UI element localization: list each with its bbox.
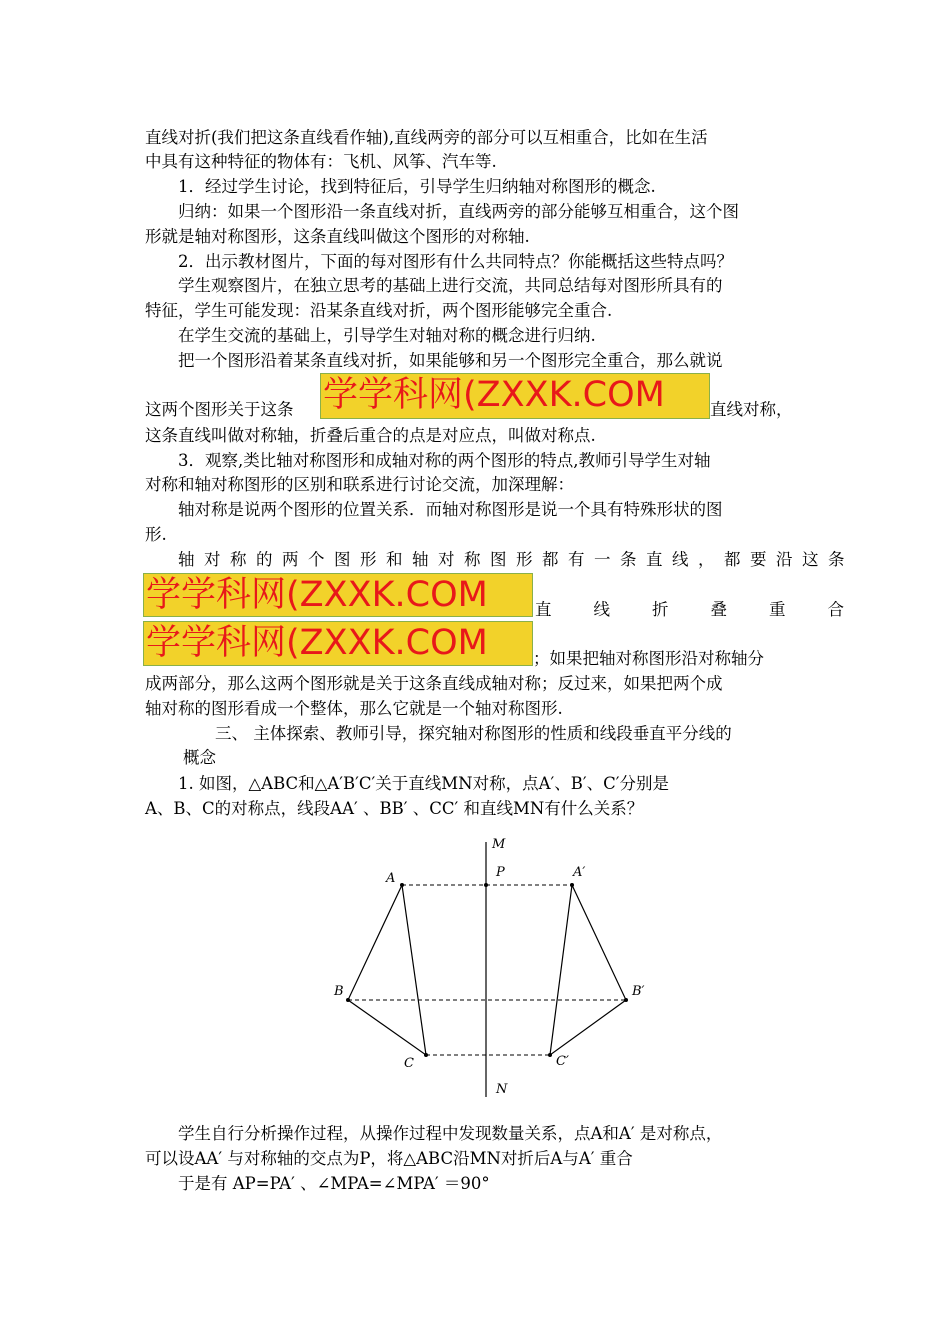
label-b: B bbox=[334, 984, 344, 999]
point-c bbox=[424, 1053, 428, 1057]
paragraph-line: 轴对称是说两个图形的位置关系．而轴对称图形是说一个具有特殊形状的图 bbox=[178, 500, 723, 519]
paragraph-line: 在学生交流的基础上，引导学生对轴对称的概念进行归纳. bbox=[178, 326, 596, 345]
paragraph-line: 把一个图形沿着某条直线对折，如果能够和另一个图形完全重合，那么就说 bbox=[178, 351, 723, 370]
label-n: N bbox=[496, 1082, 508, 1097]
paragraph-line: 成两部分，那么这两个图形就是关于这条直线成轴对称；反过来，如果把两个成 bbox=[145, 674, 723, 693]
point-a1 bbox=[570, 883, 574, 887]
paragraph-line: 3．观察,类比轴对称图形和成轴对称的两个图形的特点,教师引导学生对轴 bbox=[178, 451, 711, 470]
label-c: C bbox=[404, 1056, 414, 1071]
watermark-banner: 学学科网(ZXXK.COM bbox=[143, 573, 533, 617]
paragraph-line: 直线折叠重合 bbox=[535, 600, 886, 619]
section-heading: 三、 主体探索、教师引导，探究轴对称图形的性质和线段垂直平分线的 bbox=[215, 724, 732, 743]
paragraph-line: 归纳：如果一个图形沿一条直线对折，直线两旁的部分能够互相重合，这个图 bbox=[178, 202, 739, 221]
point-b1 bbox=[624, 998, 628, 1002]
triangle-abc bbox=[348, 885, 426, 1055]
paragraph-line: ；如果把轴对称图形沿对称轴分 bbox=[533, 649, 764, 668]
paragraph-line: 轴对称的两个图形和轴对称图形都有一条直线，都要沿这条 bbox=[178, 550, 854, 569]
paragraph-line: 学生自行分析操作过程，从操作过程中发现数量关系，点A和A′ 是对称点， bbox=[178, 1124, 723, 1143]
paragraph-line: 可以设AA′ 与对称轴的交点为P，将△ABC沿MN对折后A与A′ 重合 bbox=[145, 1149, 633, 1168]
section-heading: 概念 bbox=[183, 748, 216, 767]
paragraph-line: 1．经过学生讨论，找到特征后，引导学生归纳轴对称图形的概念. bbox=[178, 177, 656, 196]
paragraph-line: 于是有 AP=PA′ 、∠MPA=∠MPA′ ＝90° bbox=[178, 1174, 490, 1193]
paragraph-line: 学生观察图片，在独立思考的基础上进行交流，共同总结每对图形所具有的 bbox=[178, 276, 723, 295]
paragraph-line: 对称和轴对称图形的区别和联系进行讨论交流，加深理解： bbox=[145, 475, 574, 494]
paragraph-line: 轴对称的图形看成一个整体，那么它就是一个轴对称图形. bbox=[145, 699, 563, 718]
point-c1 bbox=[548, 1053, 552, 1057]
paragraph-line: 特征，学生可能发现：沿某条直线对折，两个图形能够完全重合. bbox=[145, 301, 613, 320]
paragraph-line: 1. 如图，△ABC和△A′B′C′关于直线MN对称，点A′、B′、C′分别是 bbox=[178, 774, 669, 793]
label-a: A bbox=[386, 871, 396, 886]
paragraph-line: 形就是轴对称图形，这条直线叫做这个图形的对称轴. bbox=[145, 227, 530, 246]
paragraph-line: 中具有这种特征的物体有：飞机、风筝、汽车等. bbox=[145, 152, 497, 171]
point-b bbox=[346, 998, 350, 1002]
point-a bbox=[400, 883, 404, 887]
triangle-a1b1c1 bbox=[550, 885, 626, 1055]
watermark-banner: 学学科网(ZXXK.COM bbox=[320, 373, 710, 419]
point-p bbox=[484, 883, 488, 887]
watermark-banner: 学学科网(ZXXK.COM bbox=[143, 621, 533, 666]
label-c1: C′ bbox=[556, 1054, 569, 1069]
label-m: M bbox=[492, 837, 506, 852]
label-b1: B′ bbox=[632, 984, 645, 999]
paragraph-line: 形. bbox=[145, 525, 167, 544]
paragraph-line: 直线对折(我们把这条直线看作轴),直线两旁的部分可以互相重合，比如在生活 bbox=[145, 128, 708, 147]
paragraph-line: A、B、C的对称点，线段AA′ 、BB′ 、CC′ 和直线MN有什么关系？ bbox=[145, 799, 644, 818]
paragraph-line: 这条直线叫做对称轴，折叠后重合的点是对应点，叫做对称点. bbox=[145, 426, 596, 445]
paragraph-line: 这两个图形关于这条 bbox=[145, 400, 294, 419]
label-a1: A′ bbox=[573, 865, 586, 880]
symmetry-diagram bbox=[330, 832, 660, 1102]
paragraph-line: 2．出示教材图片，下面的每对图形有什么共同特点？你能概括这些特点吗？ bbox=[178, 252, 733, 271]
paragraph-line: 直线对称， bbox=[710, 400, 793, 419]
label-p: P bbox=[496, 865, 505, 880]
